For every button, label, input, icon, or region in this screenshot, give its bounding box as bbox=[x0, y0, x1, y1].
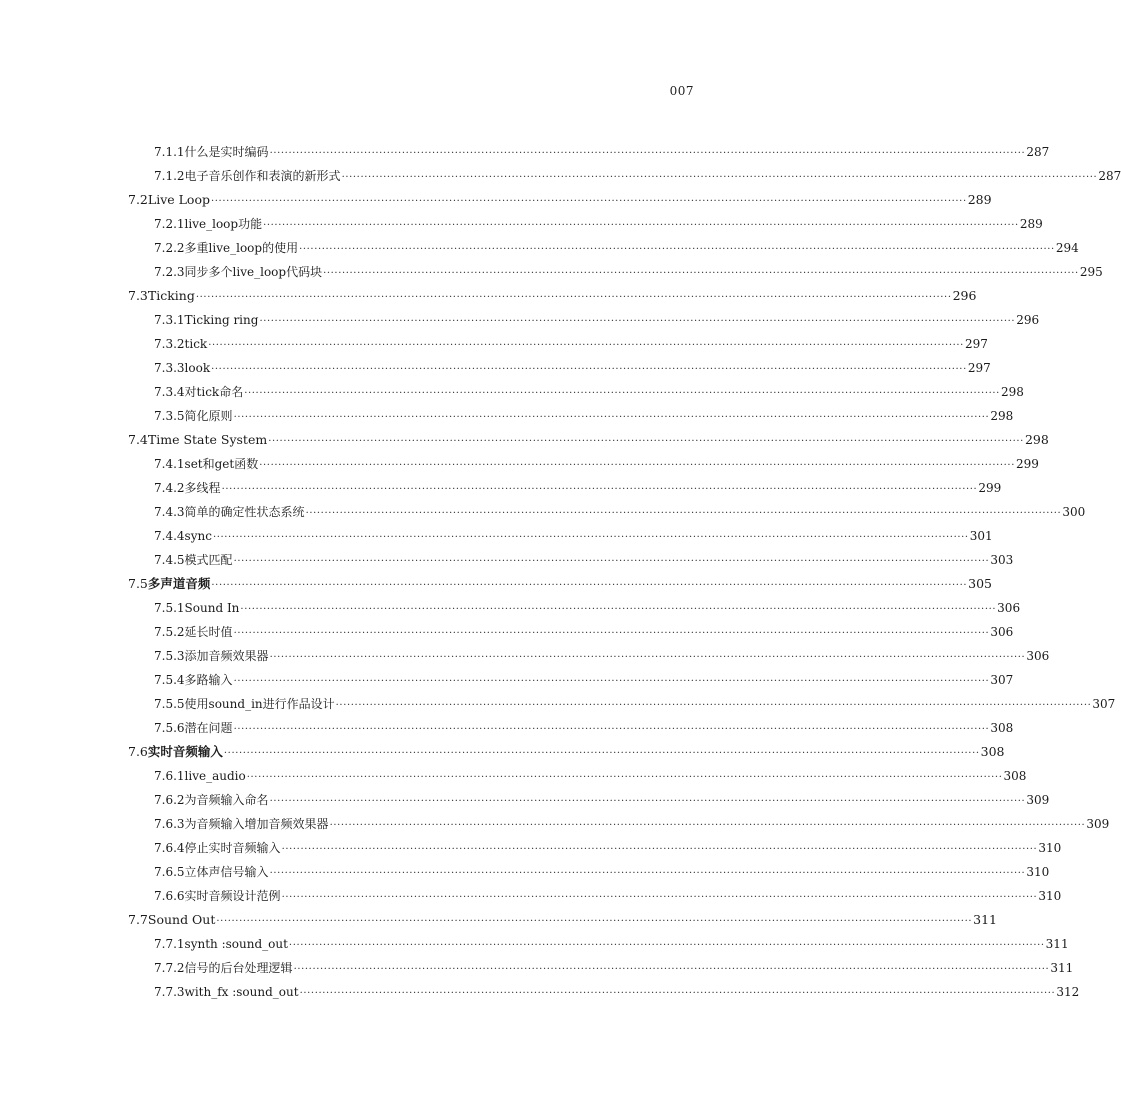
dot-leader: ········································································································································································································ bbox=[210, 196, 967, 207]
toc-subsection-entry[interactable] bbox=[0, 980, 1080, 1004]
toc-entry-page: 311 bbox=[1045, 937, 1069, 951]
toc-entry-number: 7.3.4 bbox=[154, 385, 185, 399]
dot-leader: ········································································································································································································ bbox=[233, 724, 990, 735]
toc-entry-title: 为音频输入增加音频效果器 bbox=[184, 817, 329, 831]
toc-entry-title: 多线程 bbox=[184, 481, 221, 495]
toc-entry-number: 7.3.1 bbox=[154, 313, 185, 327]
toc-entry-number: 7.5 bbox=[128, 576, 148, 591]
toc-entry-title: with_fx :sound_out bbox=[184, 985, 299, 999]
toc-entry-title: 停止实时音频输入 bbox=[184, 841, 281, 855]
toc-entry-title: 多重live_loop的使用 bbox=[184, 241, 299, 255]
toc-subsection-entry[interactable] bbox=[0, 644, 1050, 668]
dot-leader: ········································································································································································································ bbox=[195, 292, 952, 303]
toc-entry-page: 298 bbox=[1000, 385, 1024, 399]
toc-entry-page: 310 bbox=[1026, 865, 1050, 879]
toc-entry-number: 7.7.1 bbox=[154, 937, 185, 951]
toc-subsection-entry[interactable] bbox=[0, 668, 1014, 692]
toc-entry-number: 7.5.3 bbox=[154, 649, 185, 663]
dot-leader: ········································································································································································································ bbox=[240, 604, 997, 615]
toc-entry-number: 7.4 bbox=[128, 432, 148, 447]
dot-leader: ········································································································································································································ bbox=[208, 340, 964, 351]
toc-entry-page: 303 bbox=[990, 553, 1014, 567]
toc-entry-title: look bbox=[184, 361, 211, 375]
toc-entry-page: 308 bbox=[1003, 769, 1027, 783]
toc-subsection-entry[interactable] bbox=[0, 500, 1086, 524]
dot-leader: ········································································································································································································ bbox=[233, 628, 990, 639]
toc-entry-title: 简化原则 bbox=[184, 409, 233, 423]
toc-entry-number: 7.3 bbox=[128, 288, 148, 303]
toc-subsection-entry[interactable] bbox=[0, 692, 1116, 716]
toc-section-entry[interactable] bbox=[0, 284, 977, 308]
dot-leader: ········································································································································································································ bbox=[323, 268, 1079, 279]
dot-leader: ········································································································································································································ bbox=[233, 556, 990, 567]
toc-entry-page: 298 bbox=[1024, 432, 1049, 447]
toc-entry-number: 7.3.2 bbox=[154, 337, 185, 351]
toc-subsection-entry[interactable] bbox=[0, 476, 1002, 500]
toc-entry-title: 多声道音频 bbox=[147, 576, 211, 591]
dot-leader: ········································································································································································································ bbox=[293, 964, 1050, 975]
dot-leader: ········································································································································································································ bbox=[269, 148, 1026, 159]
toc-entry-number: 7.4.3 bbox=[154, 505, 185, 519]
dot-leader: ········································································································································································································ bbox=[341, 172, 1098, 183]
dot-leader: ········································································································································································································ bbox=[259, 316, 1016, 327]
toc-entry-title: Sound Out bbox=[147, 912, 216, 927]
toc-subsection-entry[interactable] bbox=[0, 164, 1121, 188]
toc-entry-page: 306 bbox=[1026, 649, 1050, 663]
toc-subsection-entry[interactable] bbox=[0, 620, 1014, 644]
toc-entry-number: 7.1.1 bbox=[154, 145, 185, 159]
dot-leader: ········································································································································································································ bbox=[329, 820, 1086, 831]
toc-entry-title: set和get函数 bbox=[184, 457, 259, 471]
table-of-contents bbox=[0, 140, 1121, 1004]
toc-entry-number: 7.5.1 bbox=[154, 601, 185, 615]
toc-subsection-entry[interactable] bbox=[0, 404, 1014, 428]
toc-entry-page: 311 bbox=[1050, 961, 1074, 975]
toc-entry-page: 308 bbox=[990, 721, 1014, 735]
toc-entry-title: Ticking bbox=[147, 288, 195, 303]
toc-entry-page: 289 bbox=[967, 192, 992, 207]
toc-entry-page: 312 bbox=[1056, 985, 1080, 999]
toc-entry-page: 296 bbox=[952, 288, 977, 303]
toc-entry-number: 7.5.2 bbox=[154, 625, 185, 639]
toc-entry-number: 7.5.5 bbox=[154, 697, 185, 711]
toc-entry-title: 实时音频输入 bbox=[147, 744, 223, 759]
toc-entry-number: 7.7.2 bbox=[154, 961, 185, 975]
toc-entry-number: 7.6.1 bbox=[154, 769, 185, 783]
dot-leader: ········································································································································································································ bbox=[246, 772, 1003, 783]
toc-subsection-entry[interactable] bbox=[0, 140, 1050, 164]
toc-subsection-entry[interactable] bbox=[0, 836, 1062, 860]
toc-subsection-entry[interactable] bbox=[0, 788, 1050, 812]
toc-entry-title: Time State System bbox=[147, 432, 268, 447]
toc-entry-page: 311 bbox=[973, 912, 997, 927]
toc-entry-title: 电子音乐创作和表演的新形式 bbox=[184, 169, 341, 183]
toc-section-entry[interactable] bbox=[0, 188, 992, 212]
dot-leader: ········································································································································································································ bbox=[223, 748, 980, 759]
toc-entry-title: tick bbox=[184, 337, 208, 351]
toc-entry-title: 对tick命名 bbox=[184, 385, 244, 399]
toc-entry-number: 7.6.5 bbox=[154, 865, 185, 879]
toc-subsection-entry[interactable] bbox=[0, 308, 1040, 332]
toc-subsection-entry[interactable] bbox=[0, 524, 993, 548]
toc-section-entry[interactable] bbox=[0, 740, 1005, 764]
toc-entry-number: 7.3.5 bbox=[154, 409, 185, 423]
toc-entry-number: 7.2.1 bbox=[154, 217, 185, 231]
toc-entry-title: 多路输入 bbox=[184, 673, 233, 687]
dot-leader: ········································································································································································································ bbox=[269, 796, 1026, 807]
dot-leader: ········································································································································································································ bbox=[211, 580, 968, 591]
toc-entry-number: 7.2.3 bbox=[154, 265, 185, 279]
toc-entry-title: synth :sound_out bbox=[184, 937, 288, 951]
toc-entry-title: 为音频输入命名 bbox=[184, 793, 269, 807]
toc-subsection-entry[interactable] bbox=[0, 356, 991, 380]
toc-subsection-entry[interactable] bbox=[0, 236, 1079, 260]
toc-entry-number: 7.6.4 bbox=[154, 841, 185, 855]
dot-leader: ········································································································································································································ bbox=[263, 220, 1019, 231]
toc-subsection-entry[interactable] bbox=[0, 860, 1050, 884]
toc-entry-title: 立体声信号输入 bbox=[184, 865, 269, 879]
toc-entry-number: 7.5.4 bbox=[154, 673, 185, 687]
toc-entry-page: 298 bbox=[990, 409, 1014, 423]
toc-entry-number: 7.4.5 bbox=[154, 553, 185, 567]
toc-entry-page: 308 bbox=[980, 744, 1005, 759]
dot-leader: ········································································································································································································ bbox=[335, 700, 1092, 711]
toc-entry-title: 同步多个live_loop代码块 bbox=[184, 265, 323, 279]
toc-entry-page: 294 bbox=[1055, 241, 1079, 255]
toc-entry-number: 7.7 bbox=[128, 912, 148, 927]
toc-entry-page: 297 bbox=[964, 337, 988, 351]
toc-entry-page: 306 bbox=[997, 601, 1021, 615]
dot-leader: ········································································································································································································ bbox=[281, 892, 1038, 903]
toc-subsection-entry[interactable] bbox=[0, 260, 1103, 284]
toc-subsection-entry[interactable] bbox=[0, 452, 1039, 476]
toc-entry-number: 7.6 bbox=[128, 744, 148, 759]
dot-leader: ········································································································································································································ bbox=[269, 652, 1026, 663]
dot-leader: ········································································································································································································ bbox=[221, 484, 978, 495]
toc-entry-page: 301 bbox=[969, 529, 993, 543]
dot-leader: ········································································································································································································ bbox=[211, 364, 967, 375]
toc-entry-title: 实时音频设计范例 bbox=[184, 889, 281, 903]
toc-entry-page: 310 bbox=[1038, 841, 1062, 855]
toc-entry-number: 7.7.3 bbox=[154, 985, 185, 999]
dot-leader: ········································································································································································································ bbox=[299, 244, 1055, 255]
toc-entry-title: 模式匹配 bbox=[184, 553, 233, 567]
dot-leader: ········································································································································································································ bbox=[233, 676, 990, 687]
toc-entry-page: 300 bbox=[1062, 505, 1086, 519]
toc-entry-title: Ticking ring bbox=[184, 313, 259, 327]
toc-subsection-entry[interactable] bbox=[0, 812, 1110, 836]
toc-entry-number: 7.2 bbox=[128, 192, 148, 207]
toc-entry-page: 307 bbox=[1092, 697, 1116, 711]
toc-subsection-entry[interactable] bbox=[0, 716, 1014, 740]
dot-leader: ········································································································································································································ bbox=[281, 844, 1038, 855]
toc-entry-page: 310 bbox=[1038, 889, 1062, 903]
toc-entry-page: 309 bbox=[1086, 817, 1110, 831]
toc-entry-title: 潜在问题 bbox=[184, 721, 233, 735]
toc-section-entry[interactable] bbox=[0, 428, 1049, 452]
toc-entry-page: 296 bbox=[1016, 313, 1040, 327]
toc-subsection-entry[interactable] bbox=[0, 212, 1043, 236]
dot-leader: ········································································································································································································ bbox=[244, 388, 1000, 399]
dot-leader: ········································································································································································································ bbox=[233, 412, 990, 423]
toc-entry-page: 287 bbox=[1098, 169, 1121, 183]
toc-subsection-entry[interactable] bbox=[0, 332, 988, 356]
toc-subsection-entry[interactable] bbox=[0, 932, 1069, 956]
dot-leader: ········································································································································································································ bbox=[288, 940, 1045, 951]
toc-entry-number: 7.4.1 bbox=[154, 457, 185, 471]
toc-entry-page: 297 bbox=[967, 361, 991, 375]
toc-entry-title: 信号的后台处理逻辑 bbox=[184, 961, 293, 975]
toc-entry-number: 7.5.6 bbox=[154, 721, 185, 735]
dot-leader: ········································································································································································································ bbox=[259, 460, 1015, 471]
toc-entry-number: 7.6.2 bbox=[154, 793, 185, 807]
toc-entry-page: 299 bbox=[1016, 457, 1039, 471]
toc-entry-page: 287 bbox=[1026, 145, 1050, 159]
toc-entry-title: 添加音频效果器 bbox=[184, 649, 269, 663]
toc-entry-number: 7.6.3 bbox=[154, 817, 185, 831]
toc-entry-page: 309 bbox=[1026, 793, 1050, 807]
toc-entry-title: 延长时值 bbox=[184, 625, 233, 639]
toc-entry-title: 使用sound_in进行作品设计 bbox=[184, 697, 335, 711]
toc-entry-page: 299 bbox=[978, 481, 1002, 495]
toc-entry-title: Live Loop bbox=[147, 192, 210, 207]
toc-entry-page: 295 bbox=[1079, 265, 1103, 279]
toc-subsection-entry[interactable] bbox=[0, 884, 1062, 908]
dot-leader: ········································································································································································································ bbox=[268, 436, 1024, 447]
toc-entry-number: 7.3.3 bbox=[154, 361, 185, 375]
dot-leader: ········································································································································································································ bbox=[212, 532, 969, 543]
toc-entry-number: 7.1.2 bbox=[154, 169, 185, 183]
dot-leader: ········································································································································································································ bbox=[299, 988, 1056, 999]
toc-entry-page: 307 bbox=[990, 673, 1014, 687]
toc-entry-title: 什么是实时编码 bbox=[184, 145, 269, 159]
toc-entry-number: 7.4.4 bbox=[154, 529, 185, 543]
dot-leader: ········································································································································································································ bbox=[305, 508, 1062, 519]
toc-subsection-entry[interactable] bbox=[0, 596, 1021, 620]
toc-entry-title: live_loop功能 bbox=[184, 217, 263, 231]
toc-entry-title: live_audio bbox=[184, 769, 246, 783]
toc-entry-page: 306 bbox=[990, 625, 1014, 639]
toc-entry-page: 289 bbox=[1019, 217, 1043, 231]
toc-entry-title: sync bbox=[184, 529, 212, 543]
dot-leader: ········································································································································································································ bbox=[216, 916, 973, 927]
toc-entry-number: 7.6.6 bbox=[154, 889, 185, 903]
toc-subsection-entry[interactable] bbox=[0, 956, 1074, 980]
toc-subsection-entry[interactable] bbox=[0, 764, 1027, 788]
dot-leader: ········································································································································································································ bbox=[269, 868, 1026, 879]
toc-entry-number: 7.2.2 bbox=[154, 241, 185, 255]
page-number: 007 bbox=[669, 84, 694, 98]
toc-subsection-entry[interactable] bbox=[0, 380, 1024, 404]
toc-entry-title: Sound In bbox=[184, 601, 240, 615]
toc-entry-title: 简单的确定性状态系统 bbox=[184, 505, 305, 519]
toc-entry-page: 305 bbox=[968, 576, 993, 591]
toc-subsection-entry[interactable] bbox=[0, 548, 1014, 572]
toc-entry-number: 7.4.2 bbox=[154, 481, 185, 495]
toc-section-entry[interactable] bbox=[0, 908, 997, 932]
toc-section-entry[interactable] bbox=[0, 572, 993, 596]
